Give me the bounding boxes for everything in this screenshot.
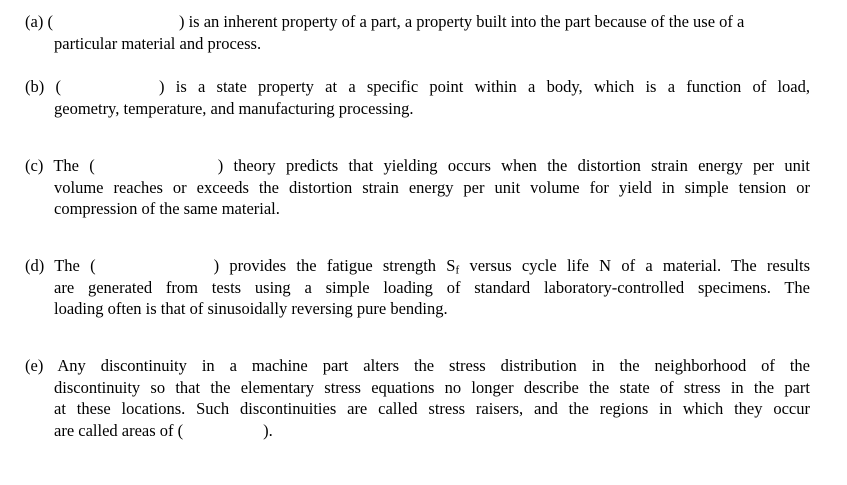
question-e-line-1	[25, 355, 810, 377]
question-c-text-after: ) theory predicts that yielding occurs when the distortion strain energy per unit	[217, 156, 810, 175]
question-b-line-1	[25, 76, 810, 98]
question-e	[25, 355, 810, 441]
question-a-text-after: ) is an inherent property of a part, a property built into the part because of the use of a	[178, 12, 745, 31]
question-a-label: (a)	[25, 12, 44, 31]
question-d-label: (d)	[25, 256, 45, 275]
question-e-line-4	[25, 420, 810, 442]
question-e-text: Any discontinuity in a machine part alters the stress distribution in the neighborhood of the	[57, 356, 810, 375]
question-d-line-1	[25, 255, 810, 277]
question-d-text-before: The (	[54, 256, 96, 275]
question-b-label: (b)	[25, 77, 45, 96]
question-c-line-1	[25, 155, 810, 177]
question-e-line-3: at these locations. Such discontinuities are called stress raisers, and the regions in which they occur	[54, 399, 810, 418]
question-b-text-before: (	[55, 77, 61, 96]
question-c	[25, 155, 810, 220]
question-e-line-2: discontinuity so that the elementary stress equations no longer describe the state of stress in the part	[54, 377, 810, 397]
question-a-text-before: (	[47, 12, 53, 31]
question-a	[25, 11, 810, 54]
question-d-line-2: are generated from tests using a simple loading of standard laboratory-controlled specimens. The	[54, 277, 810, 297]
question-a-line-2: particular material and process.	[54, 33, 262, 53]
question-e-text-before: are called areas of (	[54, 420, 184, 440]
question-d-text-after-pre: ) provides the fatigue strength S	[213, 256, 456, 275]
question-e-text-after: ).	[263, 420, 273, 440]
question-b	[25, 76, 810, 119]
question-c-text-before: The (	[53, 156, 95, 175]
question-d-line-3: loading often is that of sinusoidally reversing pure bending.	[54, 299, 448, 318]
question-e-label: (e)	[25, 356, 44, 375]
question-b-line-2: geometry, temperature, and manufacturing processing.	[54, 98, 414, 118]
question-c-label: (c)	[25, 156, 44, 175]
question-c-line-3: compression of the same material.	[54, 199, 280, 218]
question-b-text-after: ) is a state property at a specific point within a body, which is a function of load,	[159, 77, 811, 96]
question-d-text-after-post: versus cycle life N of a material. The results	[459, 256, 811, 275]
question-d	[25, 255, 810, 320]
question-a-line-1	[25, 11, 810, 33]
question-d-subscript: f	[455, 264, 460, 277]
question-c-line-2: volume reaches or exceeds the distortion strain energy per unit volume for yield in simple tension or	[54, 177, 810, 197]
